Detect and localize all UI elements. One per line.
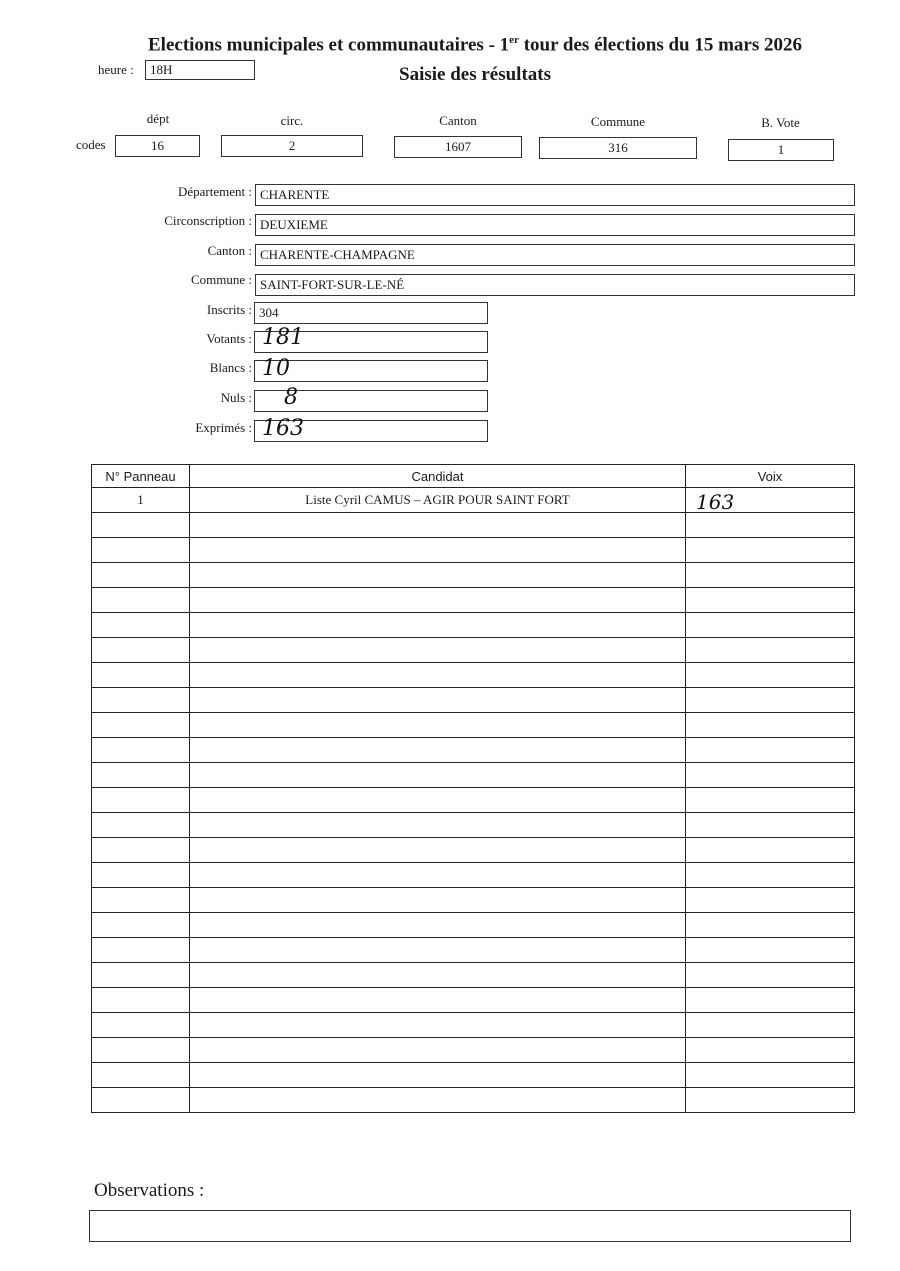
- panneau-cell[interactable]: [92, 863, 190, 888]
- candidat-cell[interactable]: [190, 813, 686, 838]
- candidat-cell[interactable]: [190, 738, 686, 763]
- voix-cell[interactable]: [686, 688, 855, 713]
- candidat-cell[interactable]: [190, 1038, 686, 1063]
- table-row: [92, 913, 855, 938]
- table-row: [92, 863, 855, 888]
- voix-cell[interactable]: [686, 938, 855, 963]
- panneau-cell[interactable]: [92, 813, 190, 838]
- table-row: [92, 838, 855, 863]
- commune-label: Commune :: [190, 272, 252, 287]
- voix-cell[interactable]: [686, 963, 855, 988]
- voix-cell[interactable]: [686, 638, 855, 663]
- candidat-cell[interactable]: [190, 588, 686, 613]
- table-row: [92, 613, 855, 638]
- results-header-row: [92, 465, 855, 488]
- observations-field[interactable]: [89, 1210, 851, 1242]
- table-row: [92, 513, 855, 538]
- table-row: [92, 1063, 855, 1088]
- table-row: [92, 663, 855, 688]
- panneau-cell[interactable]: [92, 963, 190, 988]
- table-row: [92, 638, 855, 663]
- votants-label: Votants :: [206, 331, 252, 346]
- exprimes-label: Exprimés :: [195, 420, 252, 435]
- candidat-cell[interactable]: [190, 1063, 686, 1088]
- heure-field[interactable]: 18H: [145, 60, 255, 80]
- table-row: [92, 813, 855, 838]
- voix-cell[interactable]: [686, 1013, 855, 1038]
- blancs-label: Blancs :: [209, 360, 252, 375]
- table-row: [92, 713, 855, 738]
- table-row: [92, 1013, 855, 1038]
- col-voix-header: Voix: [686, 465, 855, 488]
- panneau-cell[interactable]: [92, 638, 190, 663]
- panneau-cell[interactable]: [92, 1013, 190, 1038]
- table-row: [92, 888, 855, 913]
- observations-label: Observations :: [94, 1180, 205, 1201]
- voix-cell[interactable]: [686, 488, 855, 513]
- departement-field[interactable]: CHARENTE: [255, 184, 855, 206]
- panneau-cell[interactable]: [92, 938, 190, 963]
- page-title: Elections municipales et communautaires - 1er tour des élections du 15 mars 2026: [148, 34, 802, 56]
- table-row: [92, 788, 855, 813]
- voix-cell[interactable]: [686, 863, 855, 888]
- blancs-handwritten: 10: [262, 356, 290, 381]
- panneau-cell[interactable]: [92, 513, 190, 538]
- voix-cell[interactable]: [686, 813, 855, 838]
- canton-label: Canton :: [207, 243, 252, 258]
- panneau-cell[interactable]: [92, 688, 190, 713]
- page-subtitle: Saisie des résultats: [399, 64, 551, 85]
- table-row: [92, 538, 855, 563]
- voix-cell[interactable]: [686, 538, 855, 563]
- nuls-label: Nuls :: [220, 390, 252, 405]
- circonscription-field[interactable]: DEUXIEME: [255, 214, 855, 236]
- panneau-cell[interactable]: [92, 1038, 190, 1063]
- voix-handwritten: 163: [696, 490, 735, 514]
- voix-cell[interactable]: [686, 838, 855, 863]
- panneau-cell[interactable]: [92, 788, 190, 813]
- panneau-cell[interactable]: [92, 713, 190, 738]
- panneau-cell[interactable]: [92, 913, 190, 938]
- table-row: [92, 688, 855, 713]
- candidat-cell[interactable]: [190, 563, 686, 588]
- departement-label: Département :: [178, 184, 252, 199]
- panneau-cell[interactable]: [92, 738, 190, 763]
- table-row: [92, 938, 855, 963]
- voix-cell[interactable]: [686, 663, 855, 688]
- codes-label: codes: [76, 137, 106, 152]
- voix-cell[interactable]: [686, 513, 855, 538]
- exprimes-handwritten: 163: [262, 416, 304, 441]
- col-panneau-header: N° Panneau: [92, 465, 190, 488]
- candidat-cell[interactable]: [190, 888, 686, 913]
- circ-code-field[interactable]: 2: [221, 135, 363, 157]
- candidat-cell[interactable]: [190, 838, 686, 863]
- canton-code-label: Canton: [439, 113, 477, 128]
- heure-label: heure :: [98, 62, 134, 77]
- panneau-cell[interactable]: [92, 663, 190, 688]
- candidat-cell[interactable]: [190, 988, 686, 1013]
- candidat-cell[interactable]: [190, 913, 686, 938]
- voix-cell[interactable]: [686, 913, 855, 938]
- bvote-code-field[interactable]: 1: [728, 139, 834, 161]
- candidat-cell[interactable]: [190, 788, 686, 813]
- panneau-cell[interactable]: [92, 838, 190, 863]
- voix-cell[interactable]: [686, 613, 855, 638]
- candidat-cell[interactable]: [190, 688, 686, 713]
- bvote-code-label: B. Vote: [761, 115, 800, 130]
- voix-cell[interactable]: [686, 738, 855, 763]
- voix-cell[interactable]: [686, 1038, 855, 1063]
- candidat-cell[interactable]: [190, 713, 686, 738]
- circonscription-label: Circonscription :: [164, 213, 252, 228]
- panneau-cell[interactable]: [92, 1063, 190, 1088]
- table-row: [92, 963, 855, 988]
- commune-field[interactable]: SAINT-FORT-SUR-LE-NÉ: [255, 274, 855, 296]
- table-row: [92, 1088, 855, 1113]
- candidat-cell[interactable]: Liste Cyril CAMUS – AGIR POUR SAINT FORT: [190, 488, 686, 513]
- candidat-cell[interactable]: [190, 638, 686, 663]
- nuls-handwritten: 8: [284, 385, 298, 410]
- candidat-cell[interactable]: [190, 663, 686, 688]
- candidat-cell[interactable]: [190, 963, 686, 988]
- voix-cell[interactable]: [686, 763, 855, 788]
- table-row: [92, 1038, 855, 1063]
- votants-handwritten: 181: [262, 325, 304, 350]
- table-row: [92, 988, 855, 1013]
- candidat-cell[interactable]: [190, 538, 686, 563]
- dept-code-field[interactable]: 16: [115, 135, 200, 157]
- voix-cell[interactable]: [686, 1088, 855, 1113]
- candidat-cell[interactable]: [190, 513, 686, 538]
- panneau-cell[interactable]: [92, 763, 190, 788]
- inscrits-label: Inscrits :: [206, 302, 252, 317]
- table-row: [92, 738, 855, 763]
- voix-cell[interactable]: [686, 563, 855, 588]
- candidat-cell[interactable]: [190, 763, 686, 788]
- voix-cell[interactable]: [686, 888, 855, 913]
- voix-cell[interactable]: [686, 788, 855, 813]
- candidat-cell[interactable]: [190, 1013, 686, 1038]
- candidat-cell[interactable]: [190, 1088, 686, 1113]
- table-row: [92, 563, 855, 588]
- panneau-cell[interactable]: [92, 1088, 190, 1113]
- table-row: [92, 588, 855, 613]
- panneau-cell[interactable]: [92, 588, 190, 613]
- commune-code-field[interactable]: 316: [539, 137, 697, 159]
- voix-cell[interactable]: [686, 988, 855, 1013]
- panneau-cell[interactable]: [92, 988, 190, 1013]
- panneau-cell[interactable]: 1: [92, 488, 190, 513]
- col-candidat-header: Candidat: [190, 465, 686, 488]
- voix-cell[interactable]: [686, 713, 855, 738]
- table-row: [92, 488, 855, 513]
- inscrits-field[interactable]: 304: [254, 302, 488, 324]
- panneau-cell[interactable]: [92, 563, 190, 588]
- canton-field[interactable]: CHARENTE-CHAMPAGNE: [255, 244, 855, 266]
- voix-cell[interactable]: [686, 588, 855, 613]
- commune-code-label: Commune: [590, 114, 646, 129]
- candidat-cell[interactable]: [190, 613, 686, 638]
- panneau-cell[interactable]: [92, 613, 190, 638]
- dept-code-label: dépt: [146, 111, 170, 126]
- circ-code-label: circ.: [280, 113, 304, 128]
- panneau-cell[interactable]: [92, 888, 190, 913]
- voix-cell[interactable]: [686, 1063, 855, 1088]
- canton-code-field[interactable]: 1607: [394, 136, 522, 158]
- panneau-cell[interactable]: [92, 538, 190, 563]
- results-table: [91, 464, 855, 1113]
- table-row: [92, 763, 855, 788]
- candidat-cell[interactable]: [190, 938, 686, 963]
- candidat-cell[interactable]: [190, 863, 686, 888]
